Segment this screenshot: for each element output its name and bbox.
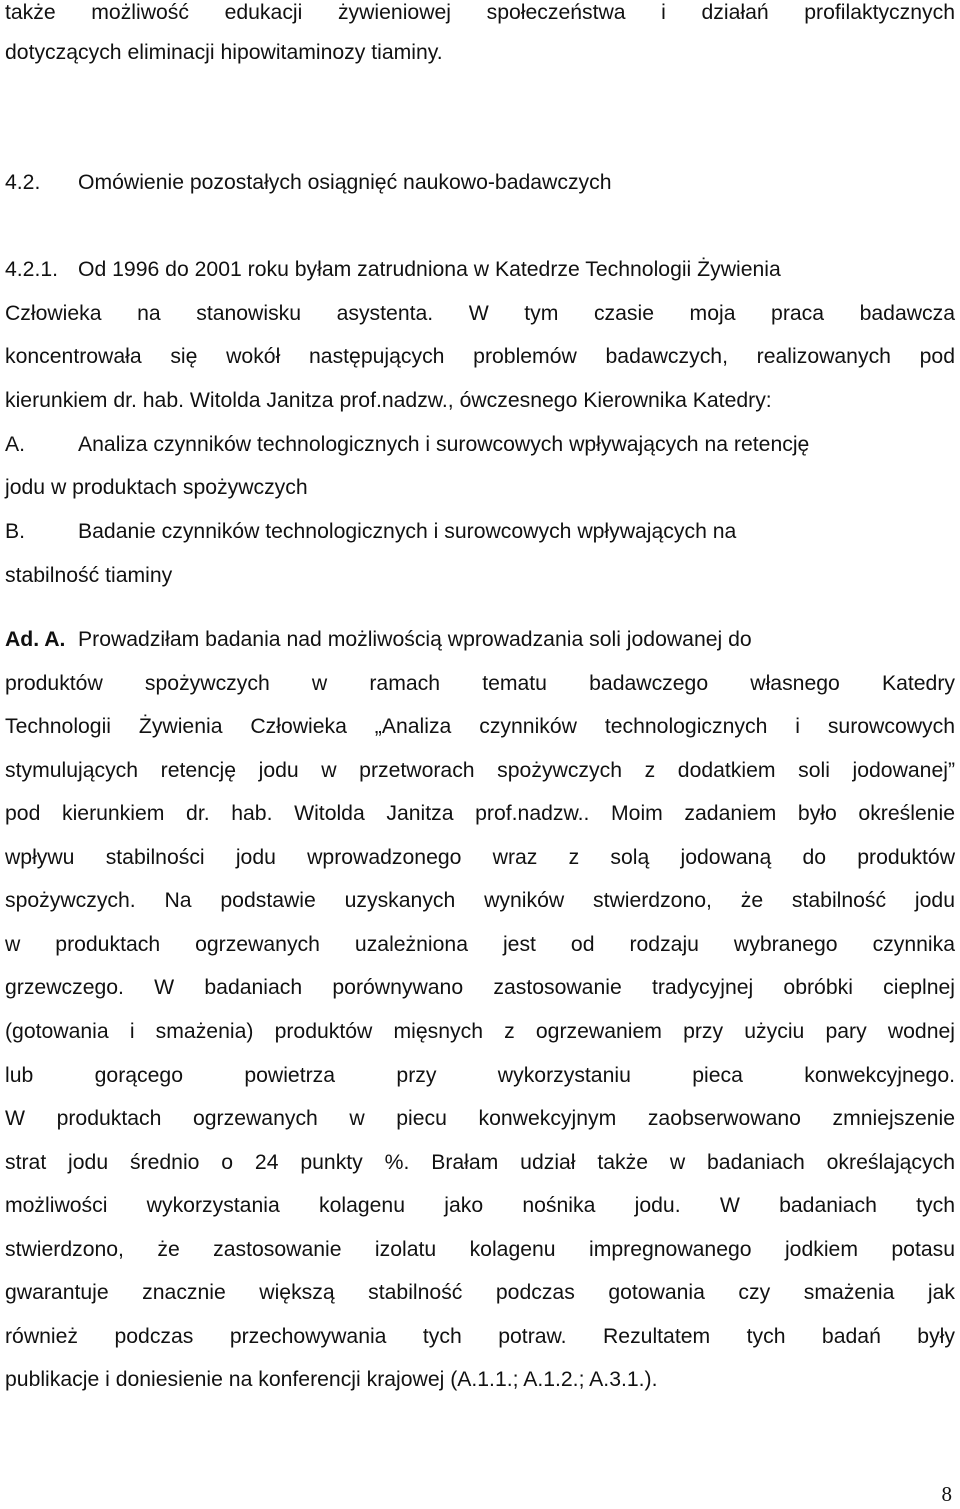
ad-a-line-15: gwarantuje znacznie większą stabilność podczas gotowania czy smażenia jak (5, 1281, 955, 1304)
ad-a-line-16: również podczas przechowywania tych potraw. Rezultatem tych badań były (5, 1325, 955, 1348)
section-heading (5, 170, 955, 196)
ad-a-line-12: strat jodu średnio o 24 punkty %. Brałam udział także w badaniach określających (5, 1151, 955, 1174)
list-item-a-line-2: jodu w produktach spożywczych (5, 476, 308, 499)
section-heading-title: Omówienie pozostałych osiągnięć naukowo-badawczych (78, 171, 612, 194)
subsection-line-1 (5, 257, 955, 283)
intro-line-1: także możliwość edukacji żywieniowej społeczeństwa i działań profilaktycznych (5, 1, 955, 24)
ad-a-line-4: pod kierunkiem dr. hab. Witolda Janitza prof.nadzw.. Moim zadaniem było określenie (5, 802, 955, 825)
list-item-a-marker: A. (5, 433, 26, 456)
ad-a-line-0: Prowadziłam badania nad możliwością wprowadzania soli jodowanej do (78, 628, 752, 651)
ad-a-line-1: produktów spożywczych w ramach tematu badawczego własnego Katedry (5, 672, 955, 695)
list-item-b-line-2: stabilność tiaminy (5, 564, 173, 587)
intro-line-2: dotyczących eliminacji hipowitaminozy tiaminy. (5, 41, 443, 64)
ad-a-line-2: Technologii Żywienia Człowieka „Analiza czynników technologicznych i surowcowych (5, 715, 955, 738)
ad-a-paragraph-first-line (5, 627, 955, 653)
ad-a-line-7: w produktach ogrzewanych uzależniona jest od rodzaju wybranego czynnika (5, 933, 955, 956)
ad-a-line-5: wpływu stabilności jodu wprowadzonego wraz z solą jodowaną do produktów (5, 846, 955, 869)
ad-a-line-14: stwierdzono, że zastosowanie izolatu kolagenu impregnowanego jodkiem potasu (5, 1238, 955, 1261)
ad-a-line-8: grzewczego. W badaniach porównywano zastosowanie tradycyjnej obróbki cieplnej (5, 976, 955, 999)
ad-a-line-3: stymulujących retencję jodu w przetworach spożywczych z dodatkiem soli jodowanej” (5, 759, 955, 782)
subsection-line-1-text: Od 1996 do 2001 roku byłam zatrudniona w Katedrze Technologii Żywienia (78, 258, 781, 281)
subsection-line-2: Człowieka na stanowisku asystenta. W tym czasie moja praca badawcza (5, 302, 955, 325)
ad-a-line-6: spożywczych. Na podstawie uzyskanych wyników stwierdzono, że stabilność jodu (5, 889, 955, 912)
list-item-a-line-1: Analiza czynników technologicznych i surowcowych wpływających na retencję (78, 433, 810, 456)
ad-a-line-17: publikacje i doniesienie na konferencji krajowej (A.1.1.; A.1.2.; A.3.1.). (5, 1368, 658, 1391)
list-item-b-marker: B. (5, 520, 26, 543)
page-number: 8 (941, 1482, 952, 1506)
subsection-line-4: kierunkiem dr. hab. Witolda Janitza prof.nadzw., ówczesnego Kierownika Katedry: (5, 389, 772, 412)
ad-a-line-9: (gotowania i smażenia) produktów mięsnych z ogrzewaniem przy użyciu pary wodnej (5, 1020, 955, 1043)
ad-a-line-11: W produktach ogrzewanych w piecu konwekcyjnym zaobserwowano zmniejszenie (5, 1107, 955, 1130)
list-item-b-line-1: Badanie czynników technologicznych i surowcowych wpływających na (78, 520, 737, 543)
subsection-number: 4.2.1. (5, 258, 59, 281)
section-heading-number: 4.2. (5, 171, 41, 194)
ad-a-label: Ad. A. (5, 628, 66, 651)
list-item-b (5, 519, 955, 545)
list-item-a (5, 432, 955, 458)
ad-a-line-10: lub gorącego powietrza przy wykorzystaniu pieca konwekcyjnego. (5, 1064, 955, 1087)
subsection-line-3: koncentrowała się wokół następujących problemów badawczych, realizowanych pod (5, 345, 955, 368)
ad-a-line-13: możliwości wykorzystania kolagenu jako nośnika jodu. W badaniach tych (5, 1194, 955, 1217)
